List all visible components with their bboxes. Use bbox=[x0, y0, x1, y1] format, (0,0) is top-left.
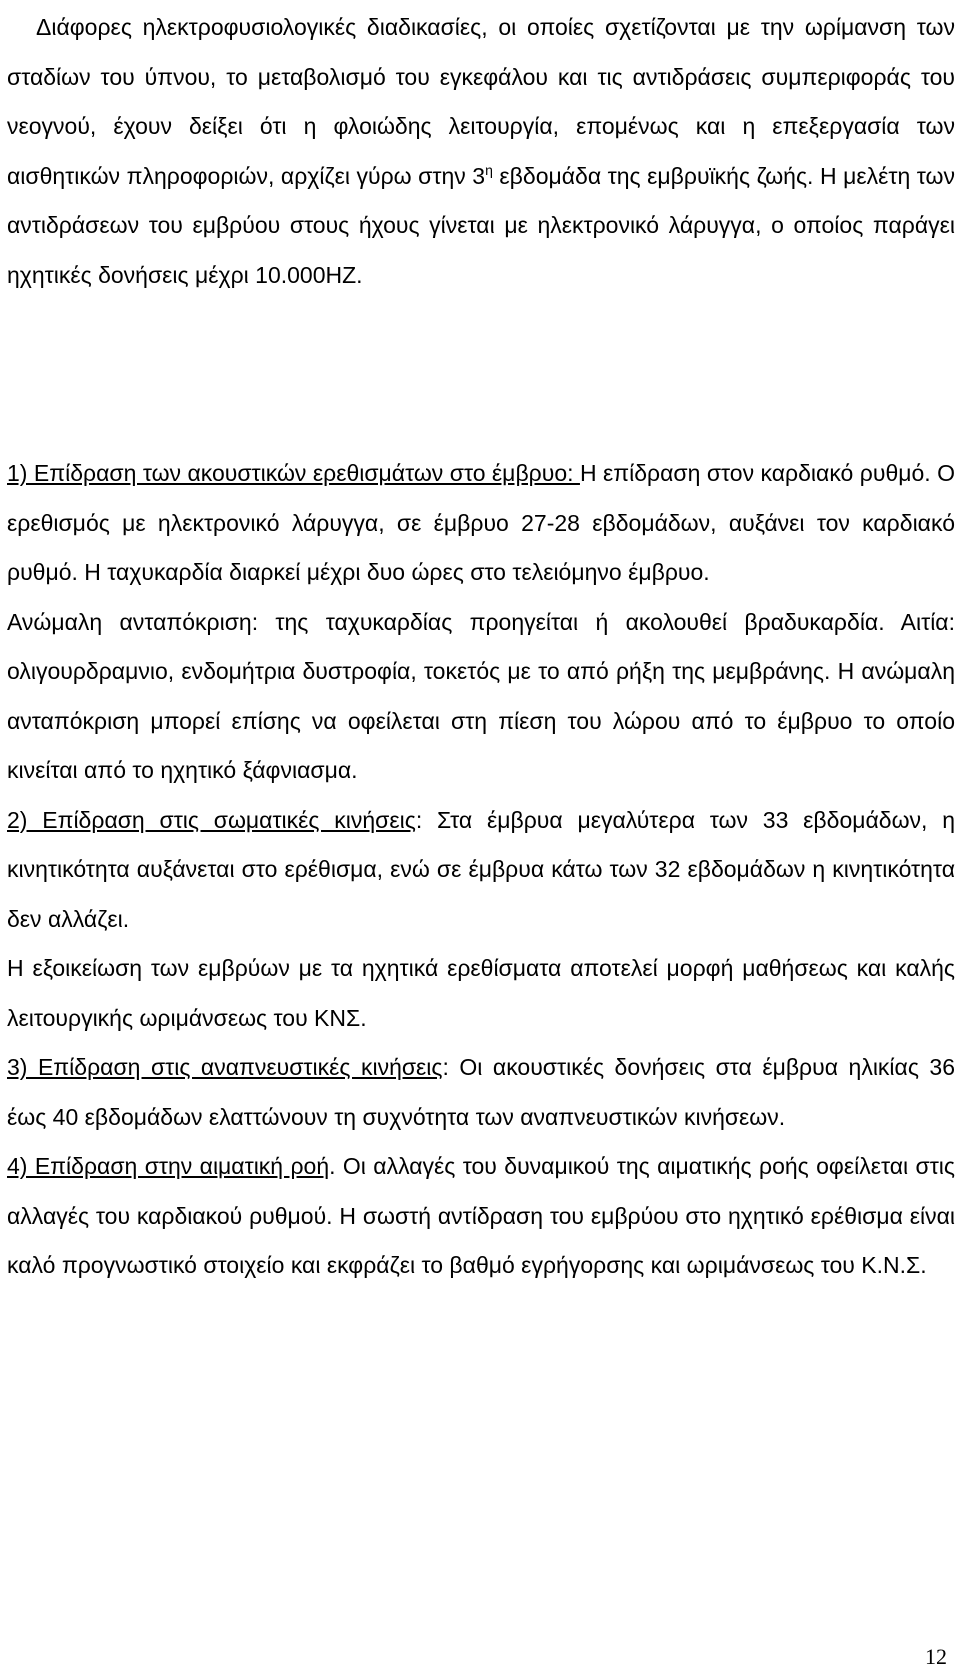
intro-paragraph bbox=[7, 3, 955, 300]
section-2-heading: 2) Επίδραση στις σωματικές κινήσεις bbox=[7, 806, 416, 833]
section-2-paragraph bbox=[7, 796, 955, 945]
habituation-paragraph: Η εξοικείωση των εμβρύων με τα ηχητικά ερεθίσματα αποτελεί μορφή μαθήσεως και καλής λειτουργικής ωριμάνσεως του ΚΝΣ. bbox=[7, 955, 955, 1031]
section-4-text: . Οι αλλαγές του δυναμικού της αιματικής ροής οφείλεται στις αλλαγές του καρδιακού ρυθμού. Η σωστή αντίδραση του εμβρύου στο ηχητικό ερέθισμα είναι καλό προγνωστικό στοιχείο και εκφράζει το βαθμό εγρήγορσης και ωριμάνσεως του Κ.Ν.Σ. bbox=[7, 1153, 955, 1278]
sections-block bbox=[7, 449, 955, 1291]
intro-text-part1: Διάφορες ηλεκτροφυσιολογικές διαδικασίες, οι οποίες σχετίζονται με την ωρίμανση των σταδίων του ύπνου, το μεταβολισμό του εγκεφάλου και τις αντιδράσεις συμπεριφοράς του νεογνού, έχουν δείξει ότι η φλοιώδης λειτουργία, επομένως και η επεξεργασία των αισθητικών πληροφοριών, αρχίζει γύρω στην 3 bbox=[7, 14, 955, 189]
anomalous-response-paragraph: Ανώμαλη ανταπόκριση: της ταχυκαρδίας προηγείται ή ακολουθεί βραδυκαρδία. Αιτία: ολιγουρδραμνιο, ενδομήτρια δυστροφία, τοκετός με το από ρήξη της μεμβράνης. Η ανώμαλη ανταπόκριση μπορεί επίσης να οφείλεται στη πίεση του λώρου από το έμβρυο το οποίο κινείται από το ηχητικό ξάφνιασμα. bbox=[7, 608, 955, 783]
section-4-heading: 4) Επίδραση στην αιματική ροή bbox=[7, 1153, 330, 1179]
section-2-text: : Στα έμβρυα μεγαλύτερα των 33 εβδομάδων, η κινητικότητα αυξάνεται στο ερέθισμα, ενώ σε έμβρυα κάτω των 32 εβδομάδων η κινητικότητα δεν αλλάζει. bbox=[7, 806, 956, 932]
section-1-paragraph bbox=[7, 449, 955, 598]
page-number: 12 bbox=[925, 1644, 947, 1669]
section-3-paragraph bbox=[7, 1043, 955, 1142]
section-1-text: Η επίδραση στον καρδιακό ρυθμό. Ο ερεθισμός με ηλεκτρονικό λάρυγγα, σε έμβρυο 27-28 εβδομάδων, αυξάνει τον καρδιακό ρυθμό. Η ταχυκαρδία διαρκεί μέχρι δυο ώρες στο τελειόμηνο έμβρυο. bbox=[7, 460, 955, 585]
section-4-paragraph bbox=[7, 1142, 955, 1291]
section-1-heading: 1) Επίδραση των ακουστικών ερεθισμάτων στο έμβρυο: bbox=[7, 460, 580, 486]
intro-text-part2: εβδομάδα της εμβρυϊκής ζωής. Η μελέτη των αντιδράσεων του εμβρύου στους ήχους γίνεται με ηλεκτρονικό λάρυγγα, ο οποίος παράγει ηχητικές δονήσεις μέχρι 10.000HZ. bbox=[7, 162, 955, 288]
section-3-heading: 3) Επίδραση στις αναπνευστικές κινήσεις bbox=[7, 1054, 443, 1080]
section-3-text: : Οι ακουστικές δονήσεις στα έμβρυα ηλικίας 36 έως 40 εβδομάδων ελαττώνουν τη συχνότητα των αναπνευστικών κινήσεων. bbox=[7, 1054, 956, 1130]
superscript-ordinal: η bbox=[485, 161, 493, 178]
